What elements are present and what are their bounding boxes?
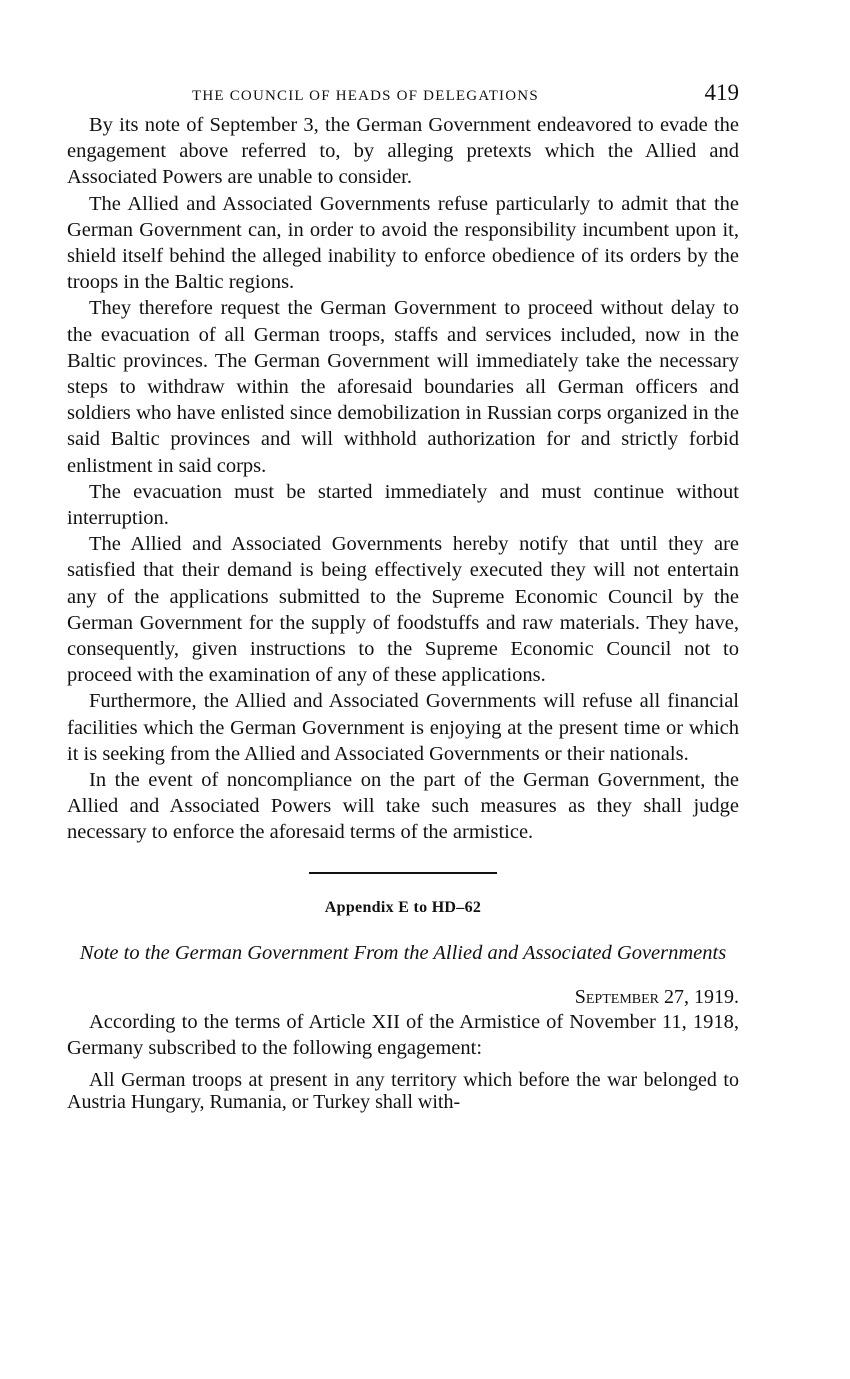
running-header — [67, 76, 739, 112]
paragraph: The Allied and Associated Governments hereby notify that until they are satisfied that their demand is being effectively executed they will not entertain any of the applications submitted to the Supreme Economic Council by the German Government for the supply of foodstuffs and raw materials. They have, consequently, given instructions to the Supreme Economic Council not to proceed with the examination of any of these applications. — [67, 533, 739, 687]
running-title: THE COUNCIL OF HEADS OF DELEGATIONS — [192, 88, 539, 104]
date-line — [67, 986, 739, 1009]
paragraph: In the event of noncompliance on the part of the German Government, the Allied and Associated Powers will take such measures as they shall judge necessary to enforce the aforesaid terms of the armistice. — [67, 769, 739, 844]
appendix-heading: Appendix E to HD–62 — [324, 898, 482, 916]
page-number: 419 — [704, 80, 739, 105]
document-page — [67, 76, 739, 1113]
paragraph: By its note of September 3, the German Government endeavored to evade the engagement above referred to, by alleging pretexts which the Allied and Associated Powers are unable to consider. — [67, 114, 739, 189]
paragraph: The evacuation must be started immediately and must continue without interruption. — [67, 480, 739, 530]
appendix-intro: According to the terms of Article XII of the Armistice of November 11, 1918, Germany subscribed to the following engagement: — [67, 1010, 739, 1059]
note-title: Note to the German Government From the Allied and Associated Governments — [79, 941, 727, 964]
paragraph: Furthermore, the Allied and Associated Governments will refuse all financial facilities which the German Government is enjoying at the present time or which it is seeking from the Allied and Associated Governments or their nationals. — [67, 690, 739, 765]
paragraph: They therefore request the German Government to proceed without delay to the evacuation of all German troops, staffs and services included, now in the Baltic provinces. The German Government will immediately take the necessary steps to withdraw within the aforesaid boundaries all German officers and soldiers who have enlisted since demobilization in Russian corps organized in the said Baltic provinces and will withhold authorization for and strictly forbid enlistment in said corps. — [67, 297, 739, 477]
date-month: September — [574, 985, 659, 1008]
date-rest: 27, 1919. — [659, 985, 739, 1008]
section-divider — [309, 872, 497, 874]
quoted-engagement: All German troops at present in any territory which before the war belonged to Austria Hungary, Rumania, or Turkey shall with- — [67, 1069, 739, 1114]
paragraph: The Allied and Associated Governments refuse particularly to admit that the German Government can, in order to avoid the responsibility incumbent upon it, shield itself behind the alleged inability to enforce obedience of its orders by the troops in the Baltic regions. — [67, 192, 739, 294]
